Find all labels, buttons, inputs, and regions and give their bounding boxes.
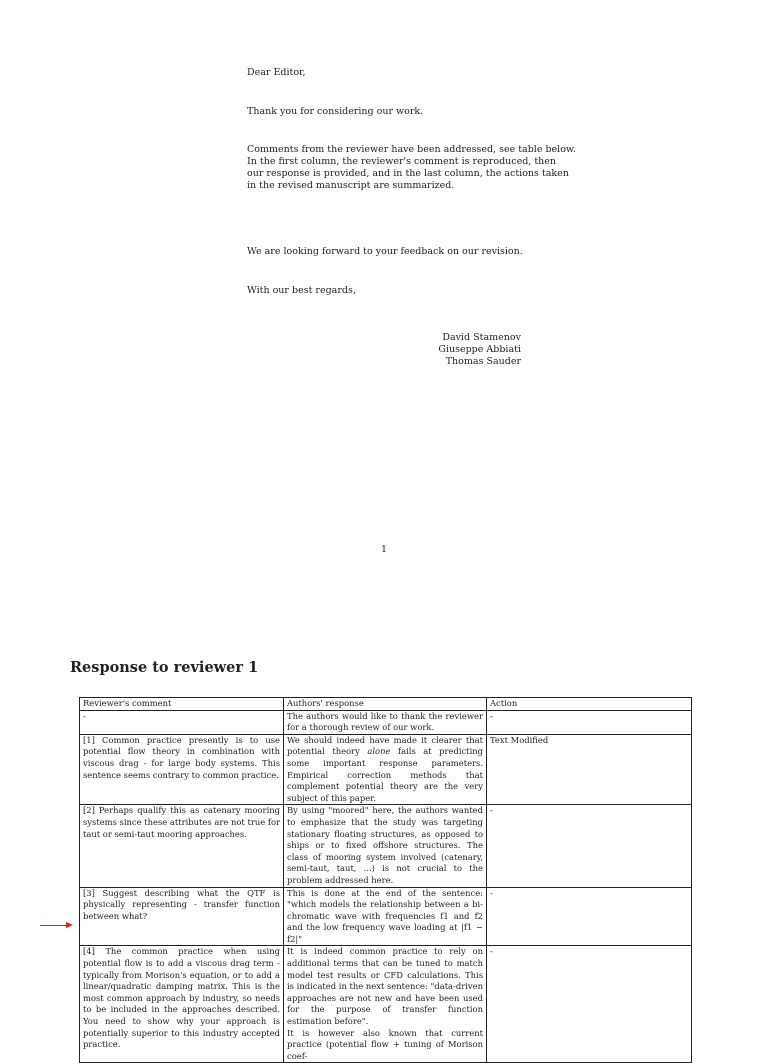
response-text-part: fails at predicting some important response parameters. Empirical correction methods that complement potential theory are the very subject of this paper. bbox=[287, 746, 483, 803]
response-text: This is done at the end of the sentence: "which models the relationship between a bi-chromatic wave with frequencies f1 and f2 and the low frequency wave loading at |f1 − f2|" bbox=[287, 887, 483, 944]
paragraph-line: in the revised manuscript are summarized. bbox=[247, 180, 455, 191]
action-cell: Text Modified bbox=[487, 734, 692, 805]
response-table bbox=[79, 697, 692, 1063]
response-cell bbox=[284, 887, 487, 946]
response-cell bbox=[284, 734, 487, 805]
response-cell bbox=[284, 805, 487, 887]
response-text bbox=[287, 735, 483, 805]
signatory-name: Giuseppe Abbiati bbox=[438, 344, 521, 355]
comment-cell bbox=[80, 946, 284, 1063]
salutation: Dear Editor, bbox=[247, 67, 306, 78]
action-cell: - bbox=[487, 887, 692, 946]
comment-text: [3] Suggest describing what the QTF is physically representing - transfer function between what? bbox=[83, 887, 280, 921]
table-row bbox=[80, 710, 692, 734]
header-cell: Action bbox=[487, 698, 692, 711]
paragraph-line: our response is provided, and in the last column, the actions taken bbox=[247, 168, 569, 179]
comment-cell bbox=[80, 805, 284, 887]
response-text: By using "moored" here, the authors wanted to emphasize that the study was targeting stationary floating structures, as opposed to ships or to fixed offshore structures. The class of mooring system involved (catenary, semi-taut, taut, ...) is not crucial to the problem addressed here. bbox=[287, 805, 483, 885]
table-row bbox=[80, 887, 692, 946]
comment-text: [2] Perhaps qualify this as catenary mooring systems since these attributes are not true for taut or semi-taut mooring approaches. bbox=[83, 805, 280, 839]
action-cell: - bbox=[487, 805, 692, 887]
comment-cell: - bbox=[80, 710, 284, 734]
response-cell bbox=[284, 946, 487, 1063]
comment-text: [1] Common practice presently is to use potential flow theory in combination with viscous drag - for large body systems. This sentence seems contrary to common practice. bbox=[83, 734, 280, 780]
header-cell: Authors' response bbox=[284, 698, 487, 711]
comments-paragraph bbox=[247, 144, 576, 192]
table-row bbox=[80, 805, 692, 887]
response-text-continued: It is however also known that current practice (potential flow + tuning of Morison coef- bbox=[287, 1027, 483, 1061]
page-number: 1 bbox=[381, 544, 388, 555]
comment-cell bbox=[80, 734, 284, 805]
paragraph-line: Comments from the reviewer have been addressed, see table below. bbox=[247, 144, 576, 155]
signatory-name: Thomas Sauder bbox=[445, 356, 521, 367]
action-cell: - bbox=[487, 710, 692, 734]
action-cell: - bbox=[487, 946, 692, 1063]
red-arrow-head-icon bbox=[66, 922, 73, 928]
response-cell bbox=[284, 710, 487, 734]
paragraph-line: In the first column, the reviewer's comment is reproduced, then bbox=[247, 156, 557, 167]
comment-cell bbox=[80, 887, 284, 946]
header-cell: Reviewer's comment bbox=[80, 698, 284, 711]
table-header-row bbox=[80, 698, 692, 711]
signatory-name: David Stamenov bbox=[442, 332, 521, 343]
red-arrow-icon bbox=[40, 925, 68, 926]
comment-text: [4] The common practice when using potential flow is to add a viscous drag term - typically from Morison's equation, or to add a linear/quadratic damping matrix. This is the most common approach by industry, so needs to be included in the approaches described. You need to show why your approach is potentially superior to this industry accepted practice. bbox=[83, 946, 280, 1050]
table-row bbox=[80, 734, 692, 805]
section-title: Response to reviewer 1 bbox=[70, 659, 259, 676]
response-text-part: We should indeed have made it clearer that potential theory bbox=[287, 734, 483, 757]
response-emphasis: alone bbox=[367, 746, 391, 757]
looking-forward-line: We are looking forward to your feedback on our revision. bbox=[247, 246, 523, 257]
table-row bbox=[80, 946, 692, 1063]
thanks-line: Thank you for considering our work. bbox=[247, 106, 424, 117]
closing-line: With our best regards, bbox=[247, 285, 356, 296]
response-text: The authors would like to thank the reviewer for a thorough review of our work. bbox=[287, 710, 483, 733]
response-text: It is indeed common practice to rely on additional terms that can be tuned to match model test results or CFD calculations. This is indicated in the next sentence: "data-driven approaches are not new and have been used for the purpose of transfer function estimation before". bbox=[287, 946, 484, 1027]
signature-block bbox=[380, 332, 521, 368]
